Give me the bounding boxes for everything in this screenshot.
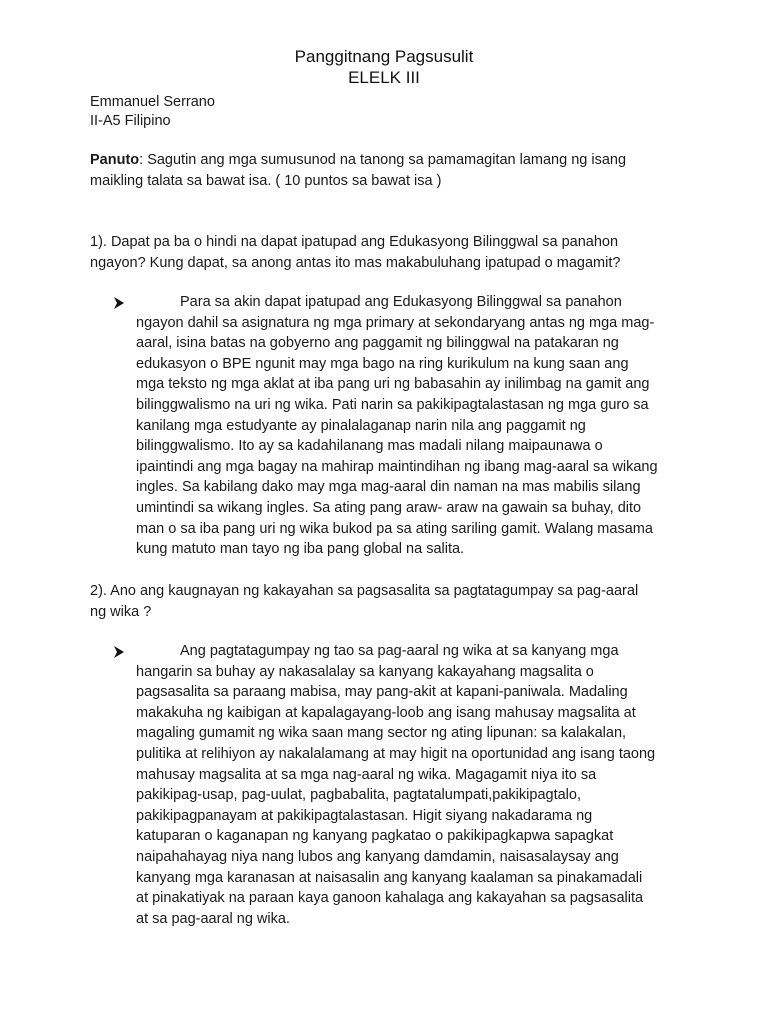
question-2 — [90, 581, 638, 622]
answer-line: magaling gumamit ng wika saan mang sector ng ating lipunan: sa kalakalan, — [136, 725, 627, 742]
answer-line: kung matuto man tayo ng iba pang global na salita. — [136, 541, 465, 558]
answer-2 — [136, 641, 655, 929]
question-1 — [90, 232, 620, 273]
question-line: ngayon? Kung dapat, sa anong antas ito mas makabuluhang ipatupad o magamit? — [90, 254, 621, 271]
answer-line: man o sa iba pang uri ng wika bukod pa sa ating sariling gamit. Walang masama — [136, 520, 653, 537]
document-title: Panggitnang Pagsusulit — [294, 47, 474, 66]
answer-line: kanilang mga estudyante ay pinalalaganap narin nila ang paggamit ng — [136, 417, 586, 434]
answer-line: hangarin sa buhay ay nakasalalay sa kanyang kakayahang magsalita o — [136, 663, 594, 680]
answer-line: ngayon dahil sa asignatura ng mga primary at sekondaryang antas ng mga mag- — [136, 314, 655, 331]
answer-line: aaral, isina batas na gobyerno ang paggamit ng bilinggwal na patakaran ng — [136, 335, 619, 352]
answer-line: pulitika at relihiyon ay nakalalamang at may higit na oportunidad ang isang taong — [136, 745, 656, 762]
answer-line: edukasyon o BPE ngunit may mga bago na ring kurikulum na kung saan ang — [136, 355, 629, 372]
answer-line: kanyang mga karanasan at naisasalin ang kanyang kaalaman sa pinakamadali — [136, 869, 643, 886]
answer-line: at pinakatiyak na paraan kaya ganoon kahalaga ang kakayahan sa pagsasalita — [136, 890, 644, 907]
answer-line: makakuha ng kaibigan at kapalagayang-loob ang isang mahusay magsalita at — [136, 704, 636, 721]
answer-line: Para sa akin dapat ipatupad ang Edukasyong Bilinggwal sa panahon — [180, 294, 622, 310]
author-name: Emmanuel Serrano — [90, 94, 215, 110]
answer-line: at sa pag-aaral ng wika. — [136, 910, 290, 927]
answer-line: katuparan o kaganapan ng kanyang pagkatao o pakikipagkapwa sapagkat — [136, 828, 614, 845]
answer-line: mga teksto ng mga aklat at iba pang uri ng babasahin ay inilimbag na gamit ang — [136, 376, 650, 393]
answer-line: naipahahayag niya nang lubos ang kanyang damdamin, naisasalaysay ang — [136, 848, 619, 865]
answer-line: umintindi sa wikang ingles. Sa ating pang araw- araw na gawain sa buhay, dito — [136, 499, 642, 516]
answer-line: pakikipagpanayam at pakikipagtalastasan. Higit siyang nakadarama ng — [136, 807, 593, 824]
answer-line: pakikipag-usap, pag-uulat, pagbabalita, pagtatalumpati,pakikipagtalo, — [136, 787, 581, 804]
question-line: 1). Dapat pa ba o hindi na dapat ipatupad ang Edukasyong Bilinggwal sa panahon — [90, 234, 619, 250]
instructions-label: Panuto — [90, 152, 140, 168]
answer-line: pagsasalita sa paraang mabisa, may pang-akit at kapani-paniwala. Madaling — [136, 684, 628, 701]
answer-line: ingles. Sa kabilang dako may mga mag-aaral din naman na mas mabilis silang — [136, 479, 641, 496]
instructions-text: : Sagutin ang mga sumusunod na tanong sa pamamagitan lamang ng isang — [139, 152, 627, 168]
answer-1 — [136, 292, 658, 560]
arrowhead-bullet-icon — [113, 296, 125, 310]
instructions-line-2: maikling talata sa bawat isa. ( 10 puntos sa bawat isa ) — [90, 173, 442, 189]
arrowhead-bullet-icon — [113, 645, 125, 659]
question-line: ng wika ? — [90, 603, 152, 620]
instructions-line-1 — [90, 151, 626, 170]
answer-line: Ang pagtatagumpay ng tao sa pag-aaral ng wika at sa kanyang mga — [180, 643, 619, 659]
answer-line: bilinggwalismo. Ito ay sa kadahilanang mas madali nilang maipaunawa o — [136, 438, 603, 455]
question-line: 2). Ano ang kaugnayan ng kakayahan sa pagsasalita sa pagtatagumpay sa pag-aaral — [90, 583, 639, 599]
answer-line: ipaintindi ang mga bagay na mahirap maintindihan ng ibang mag-aaral sa wikang — [136, 458, 658, 475]
author-section: II-A5 Filipino — [90, 113, 171, 129]
answer-line: mahusay magsalita at sa mga nag-aaral ng wika. Magagamit niya ito sa — [136, 766, 597, 783]
answer-line: bilinggwalismo na uri ng wika. Pati narin sa pakikipagtalastasan ng mga guro sa — [136, 396, 649, 413]
document-subtitle: ELELK III — [348, 68, 420, 87]
